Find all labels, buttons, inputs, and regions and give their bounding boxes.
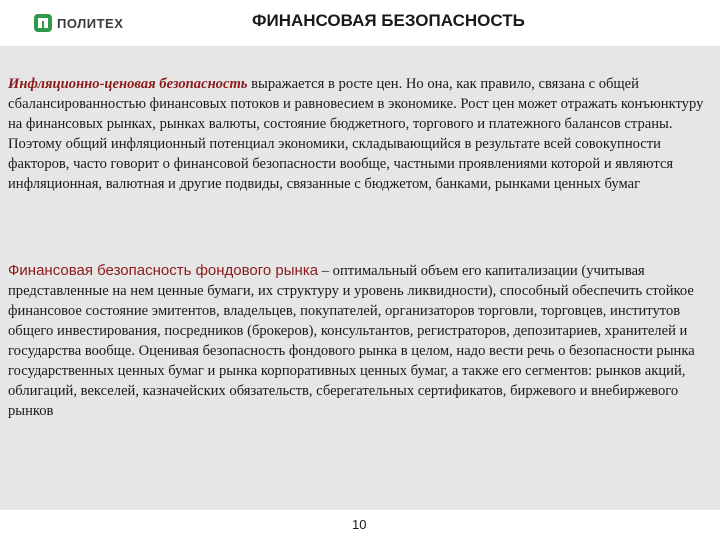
- page-number: 10: [352, 517, 367, 532]
- slide-title: ФИНАНСОВАЯ БЕЗОПАСНОСТЬ: [252, 11, 525, 30]
- slide-content: [0, 46, 720, 510]
- politech-logo-icon: [34, 14, 52, 32]
- paragraph-lead: Финансовая безопасность фондового рынка: [8, 262, 319, 279]
- paragraph-stock-market-security: [8, 261, 714, 421]
- paragraph-inflation-price-security: [8, 74, 714, 194]
- paragraph-lead: Инфляционно-ценовая безопасность: [8, 76, 248, 92]
- logo: [34, 12, 123, 34]
- paragraph-body: выражается в росте цен. Но она, как правило, связана с общей сбалансированностью финансовых потоков и равновесием в экономике. Рост цен может отражать конъюнктуру на финансовых рынках, рынках валюты, состояние бюджетного, торгового и платежного балансов страны. Поэтому общий инфляционный потенциал экономики, складывающийся в результате всей совокупности факторов, часто говорит о финансовой безопасности вообще, частными проявлениями которой и являются инфляционная, валютная и другие подвиды, связанные с бюджетом, банками, рынками ценных бумаг: [8, 76, 704, 192]
- slide-header: [0, 0, 720, 46]
- paragraph-body: – оптимальный объем его капитализации (учитывая представленные на нем ценные бумаги, их структуру и уровень ликвидности), способный обеспечить стойкое финансовое состояние эмитентов, владельцев, покупателей, организаторов торговли, торговцев, институтов общего инвестирования, посредников (брокеров), консультантов, регистраторов, депозитариев, хранителей и государства вообще. Оценивая безопасность фондового рынка в целом, надо вести речь о безопасности рынка государственных ценных бумаг и рынка корпоративных ценных бумаг, а также его сегментов: рынков акций, облигаций, векселей, казначейских обязательств, сберегательных сертификатов, биржевого и внебиржевого рынков: [8, 263, 695, 419]
- logo-text: ПОЛИТЕХ: [57, 15, 124, 31]
